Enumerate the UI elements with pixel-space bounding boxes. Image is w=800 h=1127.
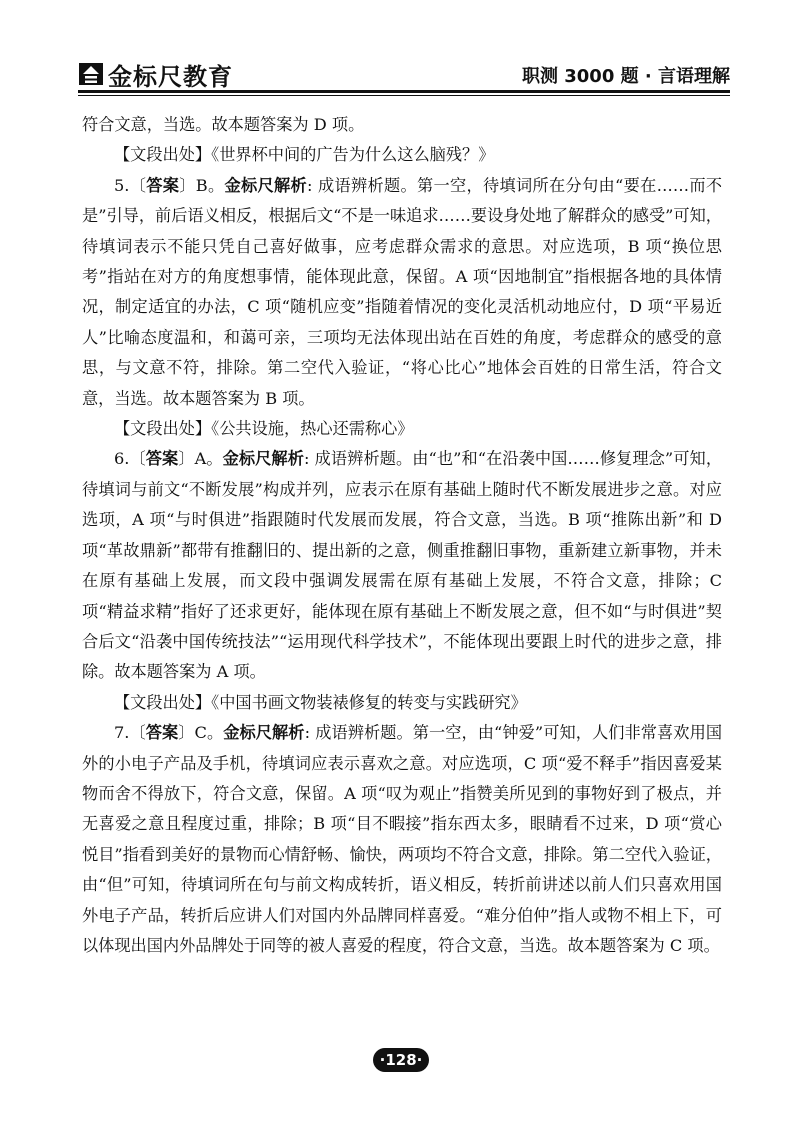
analysis-label: 金标尺解析: [223, 723, 305, 743]
analysis-label: 金标尺解析: [224, 175, 308, 195]
page-header: [78, 54, 730, 94]
logo-icon: [78, 62, 104, 86]
answer-label: 答案: [145, 723, 179, 743]
analysis-text: : 成语辨析题。第一空，由“钟爱”可知，人们非常喜欢用国外的小电子产品及手机，待填词应表示喜欢之意。对应选项，C 项“爱不释手”指因喜爱某物而舍不得放下，符合文意，保留。A 项“叹为观止”指赞美所见到的事物好到了极点，并无喜爱之意且程度过重，排除；B 项“目不暇接”指东西太多，眼睛看不过来，D 项“赏心悦目”指看到美好的景物而心情舒畅、愉快，两项均不符合文意，排除。第二空代入验证，由“但”可知，待填词所在句与前文构成转折，语义相反，转折前讲述以前人们只喜欢用国外电子产品，转折后应讲人们对国内外品牌同样喜爱。“难分伯仲”指人或物不相上下，可以体现出国内外品牌处于同等的被人喜爱的程度，符合文意，当选。故本题答案为 C 项。: [82, 723, 723, 955]
book-title: 职测 3000 题 · 言语理解: [521, 66, 730, 87]
header-rule-thick: [78, 90, 730, 93]
answer-label: 答案: [145, 449, 179, 469]
question-number: 5.〔: [114, 175, 147, 195]
page-number: ·128·: [373, 1048, 429, 1072]
question-number: 6.〔: [114, 449, 146, 469]
source-citation: 【文段出处】《中国书画文物装裱修复的转变与实践研究》: [114, 692, 527, 712]
header-rule-thin: [78, 95, 730, 96]
answer-6: [82, 444, 722, 687]
question-number: 7.〔: [114, 723, 146, 743]
answer-5: [82, 171, 722, 414]
answer-value: 〕B。: [179, 175, 225, 195]
logo-text: 金标尺教育: [108, 62, 233, 91]
brand-logo: [78, 58, 233, 90]
answer-value: 〕A。: [178, 449, 223, 469]
analysis-text: : 成语辨析题。第一空，待填词所在分句由“要在……而不是”引导，前后语义相反，根据后文“不是一味追求……要设身处地了解群众的感受”可知，待填词表示不能只凭自己喜好做事，应考虑群众需求的意思。对应选项，B 项“换位思考”指站在对方的角度想事情，能体现此意，保留。A 项“因地制宜”指根据各地的具体情况，制定适宜的办法，C 项“随机应变”指随着情况的变化灵活机动地应付，D 项“平易近人”比喻态度温和，和蔼可亲，三项均无法体现出站在百姓的角度，考虑群众的感受的意思，与文意不符，排除。第二空代入验证，“将心比心”地体会百姓的日常生活，符合文意，当选。故本题答案为 B 项。: [82, 175, 723, 408]
answer-label: 答案: [146, 175, 180, 195]
answer-value: 〕C。: [178, 723, 224, 743]
page-content: [82, 110, 722, 961]
source-citation: 【文段出处】《公共设施，热心还需称心》: [114, 419, 414, 439]
analysis-text: : 成语辨析题。由“也”和“在沿袭中国……修复理念”可知，待填词与前文“不断发展”构成并列，应表示在原有基础上随时代不断发展进步之意。对应选项，A 项“与时俱进”指跟随时代发展而发展，符合文意，当选。B 项“推陈出新”和 D 项“革故鼎新”都带有推翻旧的、提出新的之意，侧重推翻旧事物，重新建立新事物，并未在原有基础上发展，而文段中强调发展需在原有基础上发展，不符合文意，排除；C 项“精益求精”指好了还求更好，能体现在原有基础上不断发展之意，但不如“与时俱进”契合后文“沿袭中国传统技法”“运用现代科学技术”，不能体现出要跟上时代的进步之意，排除。故本题答案为 A 项。: [82, 449, 723, 682]
analysis-label: 金标尺解析: [222, 449, 304, 469]
source-citation: 【文段出处】《世界杯中间的广告为什么这么脑残？》: [114, 145, 495, 165]
answer-7: [82, 718, 722, 961]
paragraph-continuation: 符合文意，当选。故本题答案为 D 项。: [82, 115, 365, 134]
